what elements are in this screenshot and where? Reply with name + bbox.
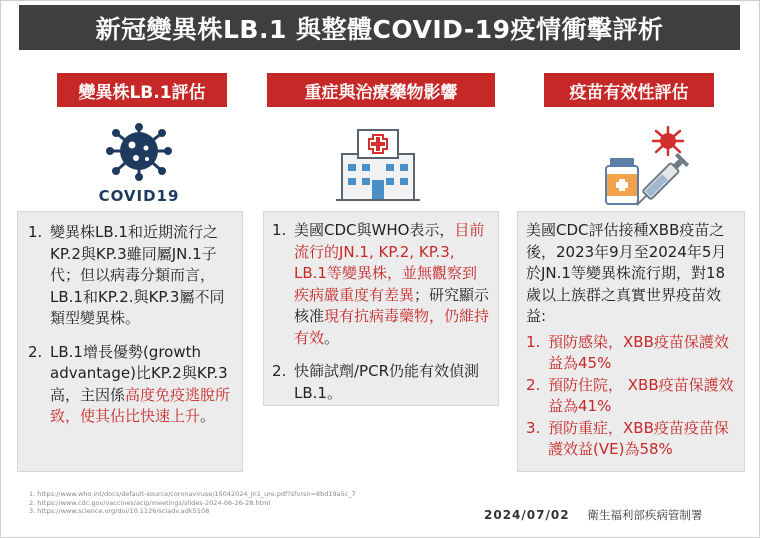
vaccine-effectiveness-box	[517, 211, 745, 472]
vaccine-list	[526, 332, 736, 461]
severity-list	[272, 220, 490, 404]
severity-treatment-box	[263, 211, 499, 406]
item-text: 美國CDC與WHO表示，	[294, 221, 455, 239]
reference-link[interactable]: 1. https://www.who.int/docs/default-source/coronaviruse/15042024_jn1_ure.pdf?sfvrsn=8bd19a5c_7	[29, 490, 356, 498]
list-number: 2.	[272, 362, 287, 380]
covid19-caption: COVID19	[98, 187, 180, 205]
list-number: 1.	[526, 332, 541, 351]
list-item	[272, 361, 490, 404]
list-item	[526, 375, 736, 418]
highlight-text: 預防重症，XBB疫苗疫苗保護效益(VE)為58%	[548, 418, 729, 458]
list-number: 1.	[272, 221, 287, 239]
item-text: 。	[324, 328, 340, 347]
list-item	[28, 342, 234, 428]
item-text: 快篩試劑/PCR仍能有效偵測LB.1。	[294, 362, 479, 402]
item-text: ；研究顯示核准	[294, 285, 490, 325]
list-number: 3.	[526, 418, 541, 437]
header-lb1-assessment: 變異株LB.1評估	[57, 73, 227, 107]
vaccine-intro: 美國CDC評估接種XBB疫苗之後，2023年9月至2024年5月於JN.1等變異株流行期，對18歲以上族群之真實世界疫苗效益:	[526, 221, 727, 325]
hospital-icon	[336, 126, 420, 202]
header-vaccine-effectiveness: 疫苗有效性評估	[544, 73, 714, 107]
organization-name: 衛生福利部疾病管制署	[587, 508, 703, 522]
reference-link[interactable]: 3. https://www.science.org/doi/10.1126/sciadv.adk5108	[29, 507, 210, 515]
publish-date: 2024/07/02	[484, 508, 570, 522]
reference-link[interactable]: 2. https://www.cdc.gov/vaccines/acip/meetings/slides-2024-06-26-28.html	[29, 498, 271, 507]
highlight-text: 目前流行的JN.1, KP.2, KP.3, LB.1等變異株，並無觀察到疾病嚴重度有差異	[294, 221, 485, 304]
page-title: 新冠變異株LB.1 與整體COVID-19疫情衝擊評析	[19, 5, 740, 50]
lb1-list	[28, 222, 234, 428]
list-item	[526, 418, 736, 461]
vaccine-icon	[596, 124, 692, 208]
item-text: 變異株LB.1和近期流行之KP.2與KP.3雖同屬JN.1子代；但以病毒分類而言，LB.1和KP.2.與KP.3屬不同類型變異株。	[50, 223, 225, 327]
list-item	[272, 220, 490, 349]
list-number: 2.	[526, 375, 541, 394]
list-number: 2.	[28, 342, 43, 361]
highlight-text: 預防住院， XBB疫苗保護效益為41%	[548, 375, 734, 415]
list-item	[526, 332, 736, 375]
list-item	[28, 222, 234, 330]
lb1-assessment-box	[17, 211, 243, 472]
list-number: 1.	[28, 223, 43, 241]
references	[29, 490, 356, 516]
item-text: LB.1增長優勢(growth advantage)比KP.2與KP.3高，主因係	[50, 342, 228, 404]
header-severity-treatment: 重症與治療藥物影響	[267, 73, 495, 107]
item-text: 。	[200, 407, 216, 425]
highlight-text: 現有抗病毒藥物，仍維持有效	[294, 307, 490, 347]
footer	[484, 507, 702, 523]
highlight-text: 高度免疫逃脫所致，使其佔比快速上升	[50, 385, 231, 425]
highlight-text: 預防感染，XBB疫苗保護效益為45%	[548, 332, 729, 372]
virus-icon	[84, 121, 194, 207]
